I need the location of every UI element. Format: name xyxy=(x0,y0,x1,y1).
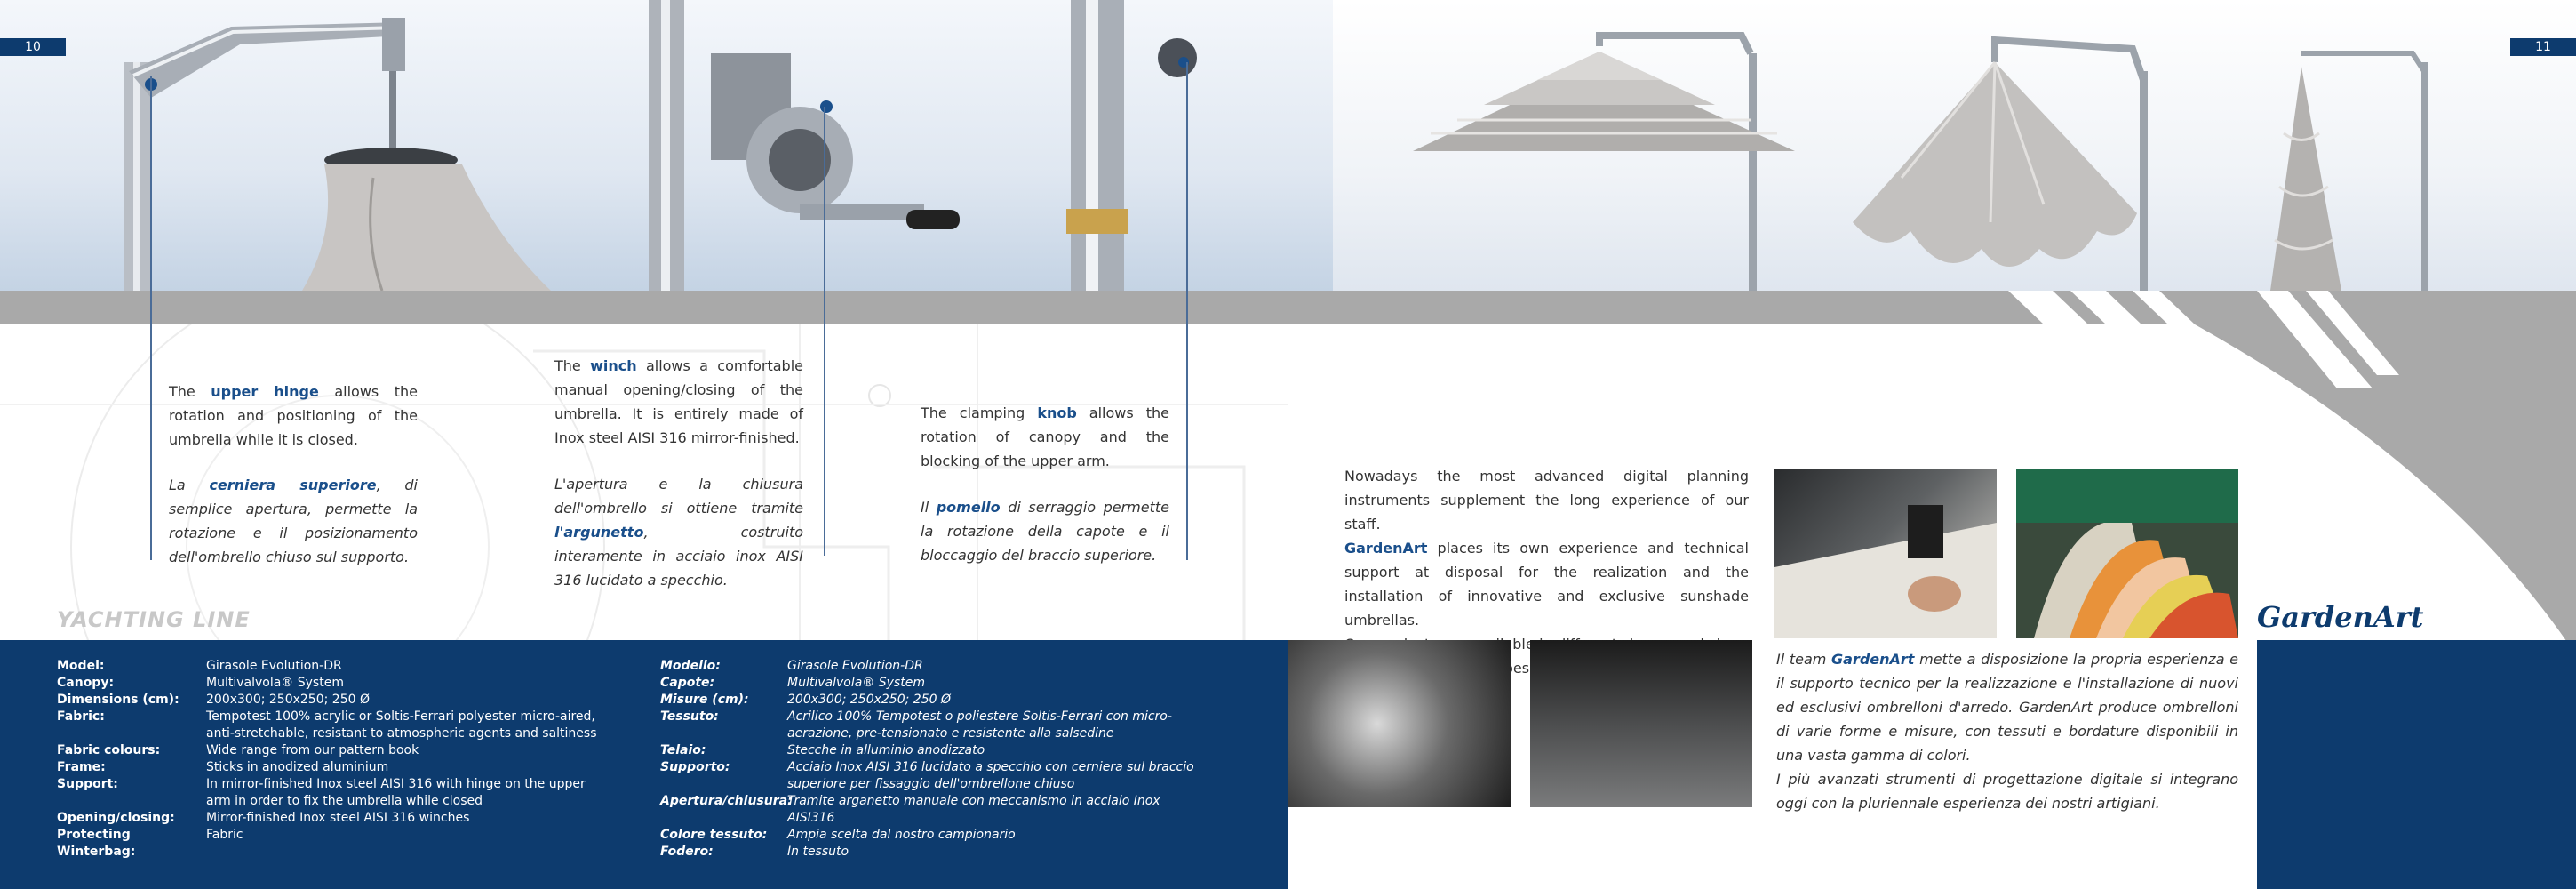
spec-value: Multivalvola® System xyxy=(787,676,925,690)
spec-list-en xyxy=(57,658,608,861)
spec-value: Stecche in alluminio anodizzato xyxy=(787,743,985,757)
spec-value: Multivalvola® System xyxy=(206,676,344,690)
spec-label: Misure (cm): xyxy=(660,693,749,707)
caption-keyword: pomello xyxy=(936,499,1001,516)
caption-text: allows the rotation of canopy and the blocking of the upper arm. xyxy=(921,404,1169,469)
spec-label: Frame: xyxy=(57,760,106,774)
spec-value: Tramite arganetto manuale con meccanismo in acciaio Inox AISI316 xyxy=(787,794,1160,825)
brand-name: GardenArt xyxy=(1831,651,1915,668)
caption-keyword: l'argunetto xyxy=(554,524,644,541)
spec-label: Dimensions (cm): xyxy=(57,693,179,707)
spec-value: Girasole Evolution-DR xyxy=(787,659,923,673)
spec-label: Supporto: xyxy=(660,760,730,774)
spec-row xyxy=(660,658,1211,675)
intro-text: Il team xyxy=(1776,651,1832,668)
umbrella-photo-strip xyxy=(1333,0,2576,291)
caption-text: The xyxy=(169,383,211,400)
photo-band xyxy=(0,0,2576,291)
spec-value: Mirror-finished Inox steel AISI 316 winches xyxy=(206,811,470,825)
page-number-right: 11 xyxy=(2510,38,2576,56)
caption-text: The clamping xyxy=(921,404,1038,421)
umbrella-photo-illustration xyxy=(1333,0,2576,291)
spec-value: Wide range from our pattern book xyxy=(206,743,419,757)
spec-label: Apertura/chiusura: xyxy=(660,794,793,808)
hardware-photo-strip xyxy=(0,0,1333,291)
photo-sewing xyxy=(1288,640,1511,807)
caption-text: Il xyxy=(921,499,937,516)
caption-winch-it xyxy=(554,472,803,592)
spec-value: Tempotest 100% acrylic or Soltis-Ferrari polyester micro-aired, anti-stretchable, resistant to atmospheric agents and saltiness xyxy=(206,709,597,741)
specs-en xyxy=(57,658,608,861)
spec-value: In mirror-finished Inox steel AISI 316 with hinge on the upper arm in order to fix the umbrella while closed xyxy=(206,777,586,808)
photo-workshop xyxy=(1530,640,1752,807)
intro-text: places its own experience and technical support at disposal for the realization and the installation of innovative and exclusive sunshade umbrellas. xyxy=(1344,540,1749,629)
spec-value: Acciaio Inox AISI 316 lucidato a specchio con cerniera sul braccio superiore per fissaggio dell'ombrellone chiuso xyxy=(787,760,1194,791)
caption-keyword: upper hinge xyxy=(211,383,319,400)
caption-text: , di semplice apertura, permette la rotazione e il posizionamento dell'ombrello chiuso sul supporto. xyxy=(169,477,419,565)
winch-callout-line xyxy=(824,107,825,556)
spec-row xyxy=(660,844,1211,861)
caption-hinge-it xyxy=(169,473,418,569)
spec-label: Fabric: xyxy=(57,709,105,724)
caption-text: di serraggio permette la rotazione della capote e il bloccaggio del braccio superiore. xyxy=(921,499,1169,564)
spec-row xyxy=(660,793,1211,827)
spec-value: Ampia scelta dal nostro campionario xyxy=(787,828,1016,842)
spec-label: Support: xyxy=(57,777,118,791)
caption-knob-it xyxy=(921,495,1169,567)
spec-label: Modello: xyxy=(660,659,721,673)
spec-list-it xyxy=(660,658,1211,861)
caption-text: allows the rotation and positioning of the umbrella while it is closed. xyxy=(169,383,418,448)
page-number-left: 10 xyxy=(0,38,66,56)
spec-row xyxy=(57,742,608,759)
caption-text: , costruito interamente in acciaio inox AISI 316 lucidato a specchio. xyxy=(554,524,803,589)
caption-text: allows a comfortable manual opening/closing of the umbrella. It is entirely made of Inox steel AISI 316 mirror-finished. xyxy=(554,357,804,446)
spec-row xyxy=(57,658,608,675)
spec-row xyxy=(660,692,1211,709)
drilling-illustration xyxy=(1774,469,1997,638)
spec-label: Telaio: xyxy=(660,743,706,757)
spec-value: Sticks in anodized aluminium xyxy=(206,760,389,774)
spec-row xyxy=(660,742,1211,759)
caption-text: The xyxy=(554,357,591,374)
spec-row xyxy=(660,827,1211,844)
spec-label: Fabric colours: xyxy=(57,743,161,757)
caption-hinge-en xyxy=(169,380,418,452)
hinge-callout-line xyxy=(150,76,152,560)
brand-name: GardenArt xyxy=(1344,540,1428,557)
intro-en-p2 xyxy=(1344,536,1749,632)
caption-text: L'apertura e la chiusura dell'ombrello si ottiene tramite xyxy=(554,476,803,517)
spec-value: 200x300; 250x250; 250 Ø xyxy=(787,693,951,707)
caption-winch-en xyxy=(554,354,803,450)
caption-keyword: cerniera superiore xyxy=(209,477,377,493)
spec-label: Protecting Winterbag: xyxy=(57,828,136,859)
spec-row xyxy=(660,759,1211,793)
gardenart-logo: GardenArt xyxy=(2257,600,2424,634)
spec-value: Girasole Evolution-DR xyxy=(206,659,342,673)
spec-label: Tessuto: xyxy=(660,709,719,724)
spec-value: Fabric xyxy=(206,828,243,842)
spec-row xyxy=(57,827,608,861)
spec-row xyxy=(57,675,608,692)
photo-drilling xyxy=(1774,469,1997,638)
yachting-line-label: YACHTING LINE xyxy=(57,607,251,632)
knob-callout-line xyxy=(1186,62,1188,560)
spec-value: In tessuto xyxy=(787,845,849,859)
spec-row xyxy=(57,776,608,810)
intro-en-p1: Nowadays the most advanced digital planning instruments supplement the long experience of our staff. xyxy=(1344,468,1749,533)
spec-row xyxy=(57,759,608,776)
fabric-samples-illustration xyxy=(2016,469,2238,638)
intro-it xyxy=(1776,647,2238,815)
intro-text: mette a disposizione la propria esperienza e il supporto tecnico per la realizzazione e l'installazione di nuovi ed esclusivi ombrelloni d'arredo. GardenArt produce ombrelloni di varie forme e misure, con tessuti e bordature disponibili in una vasta gamma di colori. xyxy=(1776,651,2239,764)
spec-label: Canopy: xyxy=(57,676,115,690)
photo-fabric-samples xyxy=(2016,469,2238,638)
spec-value: 200x300; 250x250; 250 Ø xyxy=(206,693,370,707)
caption-keyword: knob xyxy=(1037,404,1077,421)
spec-label: Fodero: xyxy=(660,845,714,859)
spec-row xyxy=(660,709,1211,742)
spec-label: Model: xyxy=(57,659,105,673)
caption-knob-en xyxy=(921,401,1169,473)
intro-it-p2: I più avanzati strumenti di progettazione digitale si integrano oggi con la pluriennale esperienza dei nostri artigiani. xyxy=(1776,771,2238,812)
intro-it-p1 xyxy=(1776,647,2238,767)
caption-keyword: winch xyxy=(590,357,637,374)
spec-row xyxy=(57,709,608,742)
spec-label: Opening/closing: xyxy=(57,811,175,825)
spec-row xyxy=(57,810,608,827)
blue-accent-block xyxy=(2257,640,2576,889)
hardware-photo-illustration xyxy=(0,0,1333,291)
spec-row xyxy=(57,692,608,709)
specs-it xyxy=(660,658,1211,861)
spec-label: Capote: xyxy=(660,676,715,690)
caption-text: La xyxy=(169,477,210,493)
spec-row xyxy=(660,675,1211,692)
spec-value: Acrilico 100% Tempotest o poliestere Soltis-Ferrari con micro-aerazione, pre-tensionato e resistente alla salsedine xyxy=(787,709,1172,741)
spec-label: Colore tessuto: xyxy=(660,828,768,842)
